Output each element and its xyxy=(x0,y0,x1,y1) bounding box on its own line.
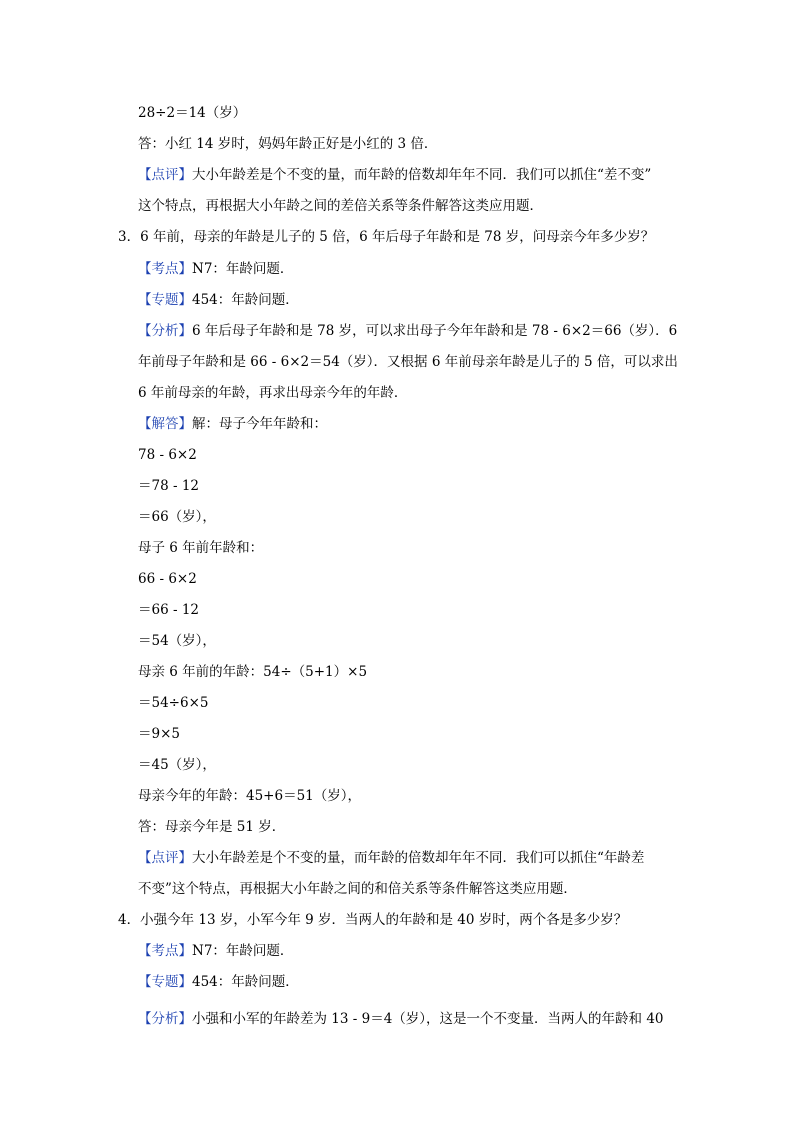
solution-step: 母亲 6 年前的年龄：54÷（5+1）×5 xyxy=(138,664,368,680)
question-4: 4．小强今年 13 岁，小军今年 9 岁．当两人的年龄和是 40 岁时，两个各是多少岁？ xyxy=(118,912,628,928)
comment-tag: 【 点评 】 xyxy=(138,167,192,183)
jieda-tag: 【 解答 】 xyxy=(138,416,192,432)
fenxi-text: 小强和小军的年龄差为 13 - 9＝4（岁），这是一个不变量．当两人的年龄和 40 xyxy=(192,1011,664,1027)
dianping-tag: 【 点评 】 xyxy=(138,850,192,866)
fenxi-line-2: 年前母子年龄和是 66 - 6×2＝54（岁）．又根据 6 年前母亲年龄是儿子的 5 倍，可以求出 xyxy=(138,354,678,370)
zhuanti-text: 454：年龄问题． xyxy=(192,974,299,990)
solution-step: ＝78 - 12 xyxy=(138,478,200,494)
jieda-text: 解：母子今年年龄和： xyxy=(192,416,327,432)
zhuanti-tag: 【 专题 】 xyxy=(138,292,192,308)
solution-step: ＝66 - 12 xyxy=(138,602,200,618)
dianping-line-2: 不变”这个特点，再根据大小年龄之间的和倍关系等条件解答这类应用题． xyxy=(138,881,577,897)
comment-line xyxy=(138,165,651,185)
solution-step: ＝9×5 xyxy=(138,726,180,742)
fenxi-text: 6 年后母子年龄和是 78 岁，可以求出母子今年年龄和是 78 - 6×2＝66（岁）．6 xyxy=(192,323,678,339)
dianping-text: 大小年龄差是个不变的量，而年龄的倍数却年年不同．我们可以抓住“年龄差 xyxy=(192,850,645,866)
fenxi-line xyxy=(138,321,677,341)
comment-line-2: 这个特点，再根据大小年龄之间的差倍关系等条件解答这类应用题． xyxy=(138,198,543,214)
zhuanti-tag: 【 专题 】 xyxy=(138,974,192,990)
kaodian-line xyxy=(138,941,293,961)
kaodian-line xyxy=(138,259,293,279)
solution-step: 66 - 6×2 xyxy=(138,571,197,587)
fenxi-tag: 【 分析 】 xyxy=(138,323,192,339)
solution-answer: 答：母亲今年是 51 岁． xyxy=(138,819,286,835)
zhuanti-line xyxy=(138,290,299,310)
fenxi-line-3: 6 年前母亲的年龄，再求出母亲今年的年龄． xyxy=(138,385,408,401)
fenxi-line xyxy=(138,1009,664,1029)
kaodian-tag: 【 考点 】 xyxy=(138,943,192,959)
solution-step: 母子 6 年前年龄和： xyxy=(138,540,264,556)
solution-step: ＝45（岁）， xyxy=(138,757,216,773)
dianping-line xyxy=(138,848,644,868)
calc-line: 28÷2＝14（岁） xyxy=(138,105,247,121)
jieda-line xyxy=(138,414,327,434)
solution-step: 母亲今年的年龄：45+6＝51（岁）， xyxy=(138,788,362,804)
kaodian-text: N7：年龄问题． xyxy=(192,943,294,959)
question-3: 3．6 年前，母亲的年龄是儿子的 5 倍，6 年后母子年龄和是 78 岁，问母亲今年多少岁？ xyxy=(118,229,655,245)
solution-step: 78 - 6×2 xyxy=(138,447,197,463)
zhuanti-text: 454：年龄问题． xyxy=(192,292,299,308)
zhuanti-line xyxy=(138,972,299,992)
answer-line: 答：小红 14 岁时，妈妈年龄正好是小红的 3 倍． xyxy=(138,136,438,152)
solution-step: ＝66（岁）， xyxy=(138,509,216,525)
kaodian-text: N7：年龄问题． xyxy=(192,261,294,277)
fenxi-tag: 【 分析 】 xyxy=(138,1011,192,1027)
solution-step: ＝54（岁）， xyxy=(138,633,216,649)
comment-text: 大小年龄差是个不变的量，而年龄的倍数却年年不同．我们可以抓住“差不变” xyxy=(192,167,652,183)
kaodian-tag: 【 考点 】 xyxy=(138,261,192,277)
solution-step: ＝54÷6×5 xyxy=(138,695,209,711)
